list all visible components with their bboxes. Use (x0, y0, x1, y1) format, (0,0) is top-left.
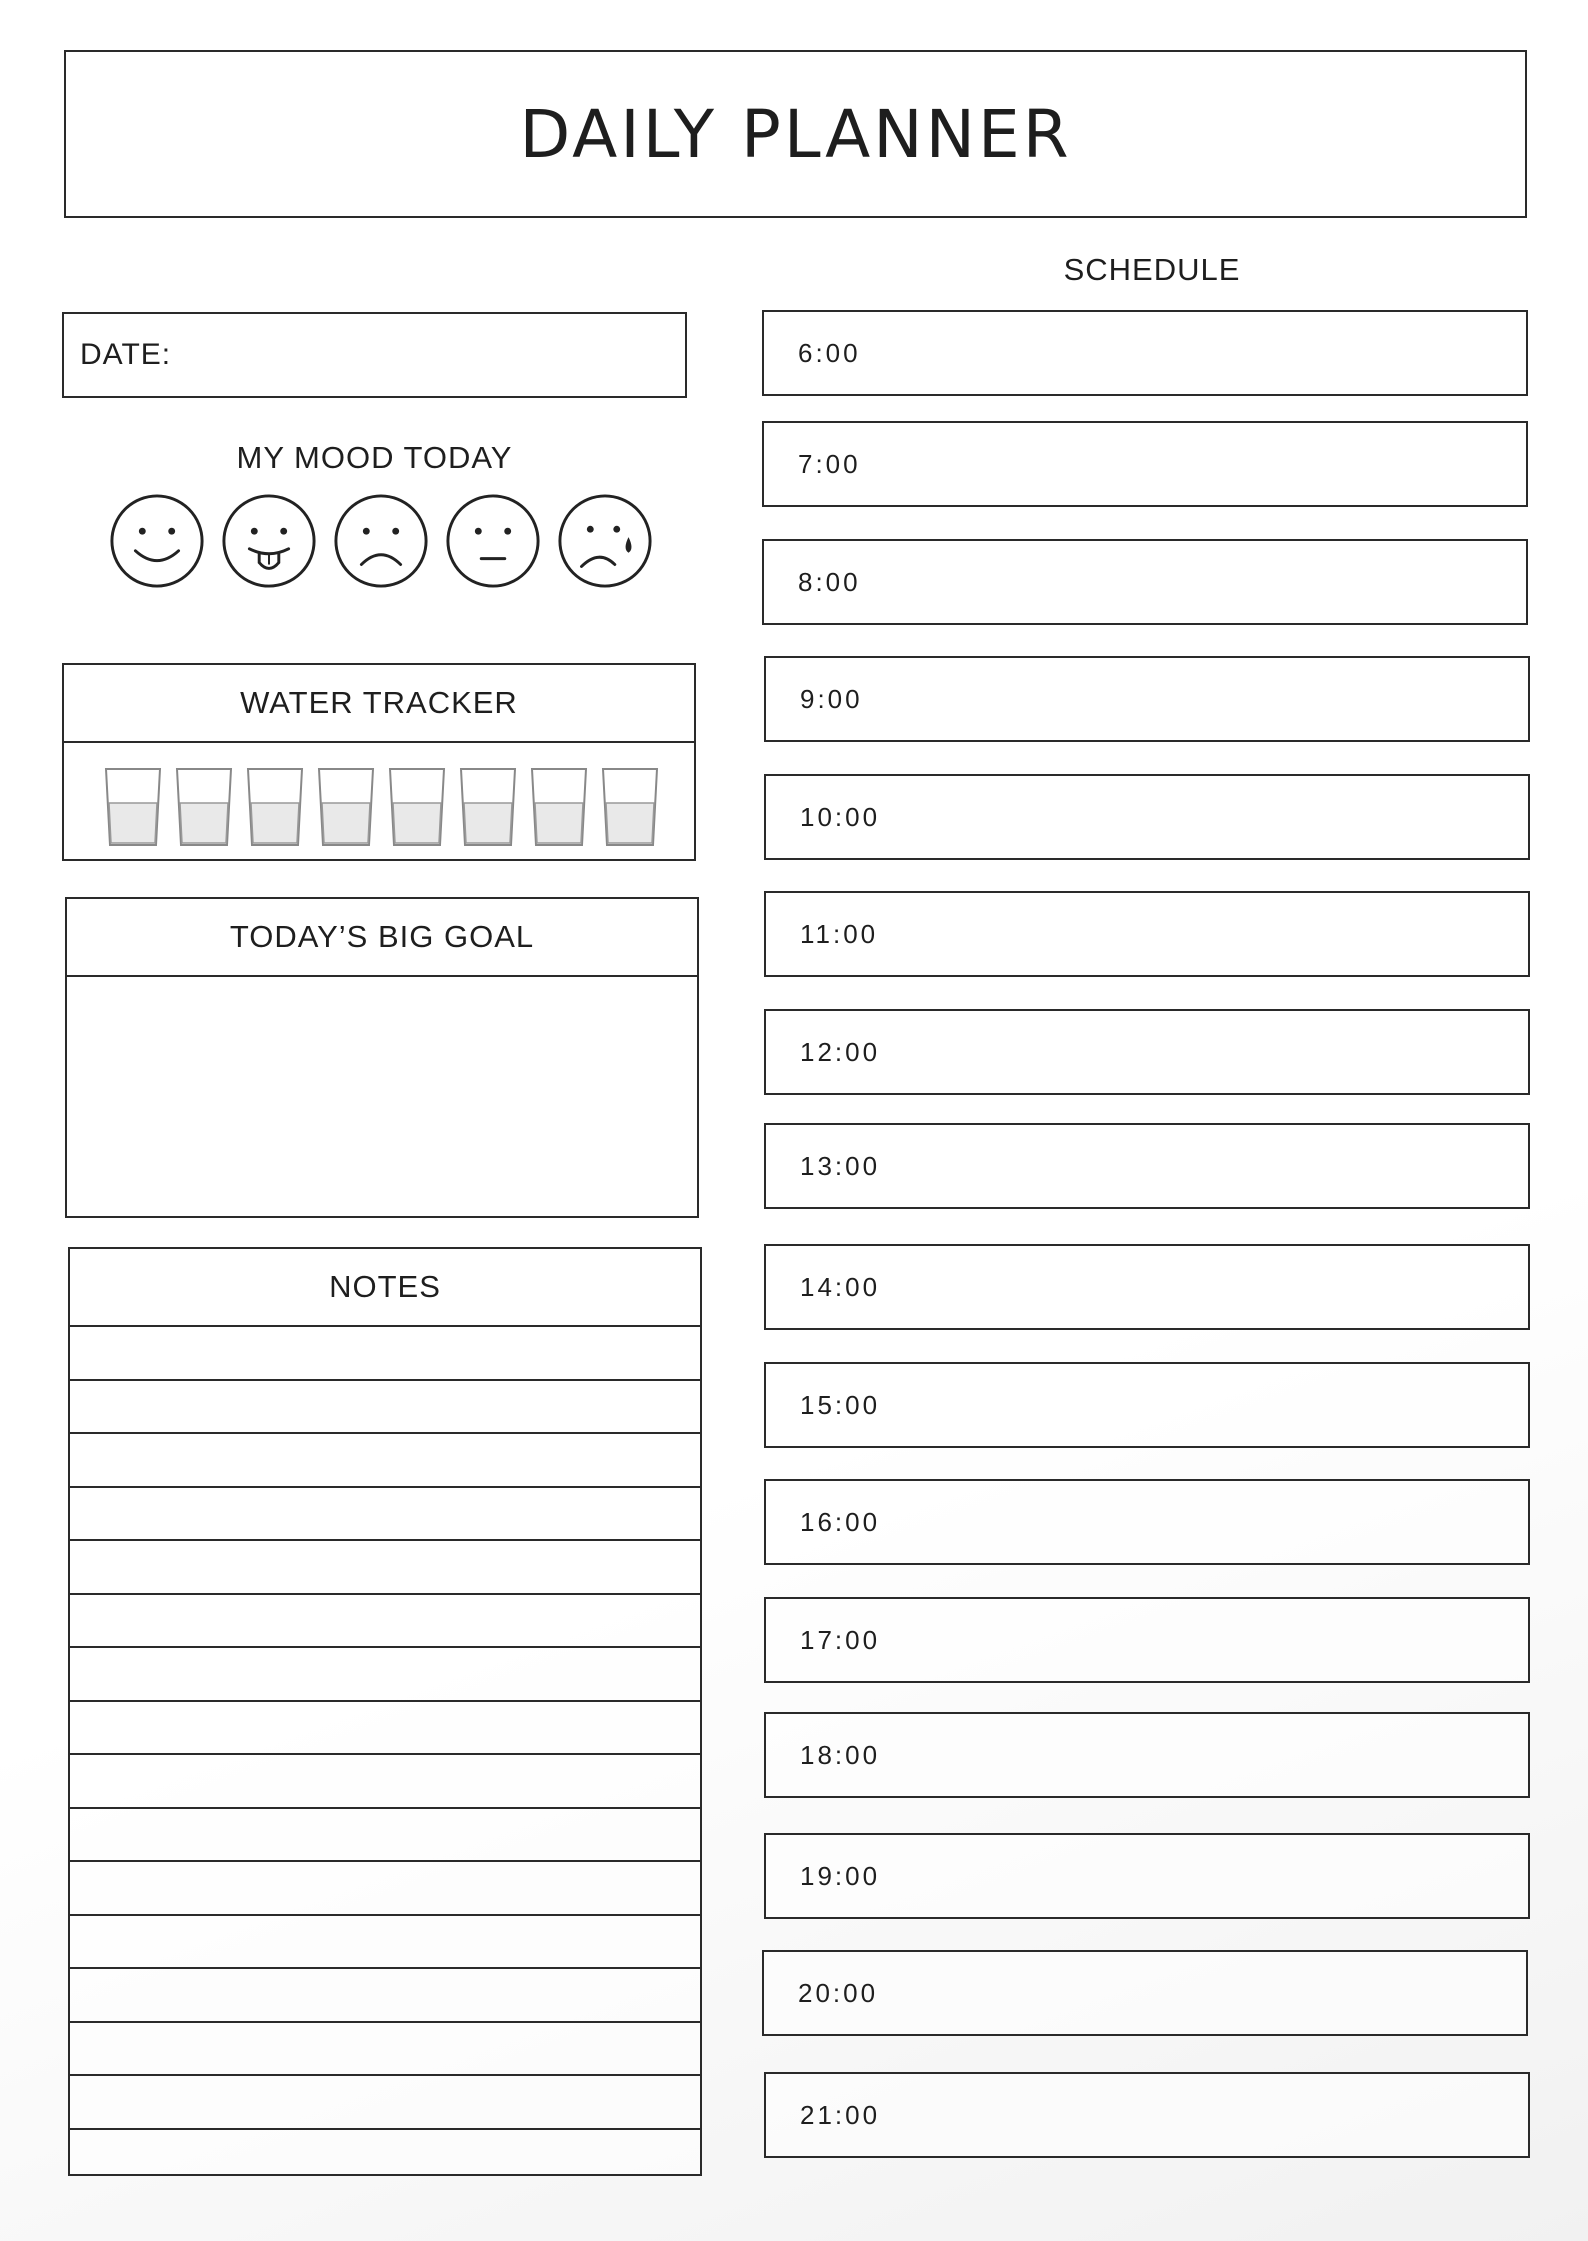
schedule-slot-15[interactable] (764, 1362, 1530, 1448)
schedule-slot-6[interactable] (762, 310, 1528, 396)
schedule-slot-12[interactable] (764, 1009, 1530, 1095)
water-glass-icon[interactable] (175, 767, 233, 847)
water-glass-icon[interactable] (104, 767, 162, 847)
note-line[interactable] (70, 1648, 700, 1702)
note-line[interactable] (70, 1595, 700, 1649)
slot-time: 14:00 (800, 1271, 881, 1302)
slot-time: 19:00 (800, 1860, 881, 1891)
schedule-slot-18[interactable] (764, 1712, 1530, 1798)
note-line[interactable] (70, 1327, 700, 1381)
date-label: DATE: (80, 338, 172, 371)
note-line[interactable] (70, 1434, 700, 1488)
slot-time: 16:00 (800, 1506, 881, 1537)
water-glass-icon[interactable] (601, 767, 659, 847)
slot-time: 8:00 (798, 566, 861, 597)
water-glass-icon[interactable] (388, 767, 446, 847)
big-goal-heading: TODAY’S BIG GOAL (67, 899, 697, 977)
water-glass-icon[interactable] (459, 767, 517, 847)
mood-heading: MY MOOD TODAY (236, 440, 513, 475)
note-line[interactable] (70, 1916, 700, 1970)
schedule-slot-21[interactable] (764, 2072, 1530, 2158)
slot-time: 10:00 (800, 801, 881, 832)
water-tracker-heading: WATER TRACKER (64, 665, 694, 743)
schedule-heading: SCHEDULE (1063, 252, 1241, 287)
slot-time: 9:00 (800, 683, 863, 714)
big-goal-box (65, 897, 699, 1218)
tongue-out-face-icon[interactable] (220, 492, 318, 590)
slot-time: 11:00 (800, 918, 879, 949)
schedule-slot-9[interactable] (764, 656, 1530, 742)
note-line[interactable] (70, 1862, 700, 1916)
water-glass-icon[interactable] (530, 767, 588, 847)
note-line[interactable] (70, 1381, 700, 1435)
slot-time: 7:00 (798, 448, 861, 479)
note-line[interactable] (70, 1702, 700, 1756)
note-line[interactable] (70, 2130, 700, 2184)
schedule-slot-8[interactable] (762, 539, 1528, 625)
big-goal-area[interactable] (67, 977, 697, 1218)
water-tracker (62, 663, 696, 861)
note-line[interactable] (70, 1541, 700, 1595)
date-field[interactable] (62, 312, 687, 398)
note-line[interactable] (70, 1969, 700, 2023)
slot-time: 18:00 (800, 1739, 881, 1770)
note-line[interactable] (70, 1809, 700, 1863)
water-glass-icon[interactable] (246, 767, 304, 847)
schedule-slot-19[interactable] (764, 1833, 1530, 1919)
water-glass-icon[interactable] (317, 767, 375, 847)
water-glasses (64, 743, 694, 847)
note-line[interactable] (70, 2076, 700, 2130)
note-line[interactable] (70, 1488, 700, 1542)
slot-time: 15:00 (800, 1389, 881, 1420)
neutral-face-icon[interactable] (444, 492, 542, 590)
title-box (64, 50, 1527, 218)
schedule-slot-10[interactable] (764, 774, 1530, 860)
slot-time: 17:00 (800, 1624, 881, 1655)
slot-time: 13:00 (800, 1150, 881, 1181)
notes-heading: NOTES (70, 1249, 700, 1327)
schedule-slot-11[interactable] (764, 891, 1530, 977)
schedule-slot-17[interactable] (764, 1597, 1530, 1683)
schedule-slot-20[interactable] (762, 1950, 1528, 2036)
schedule-slot-7[interactable] (762, 421, 1528, 507)
slot-time: 12:00 (800, 1036, 881, 1067)
note-line[interactable] (70, 1755, 700, 1809)
page-title: DAILY PLANNER (519, 95, 1072, 173)
sad-face-icon[interactable] (332, 492, 430, 590)
slot-time: 20:00 (798, 1977, 879, 2008)
schedule-slot-13[interactable] (764, 1123, 1530, 1209)
smile-face-icon[interactable] (108, 492, 206, 590)
note-line[interactable] (70, 2023, 700, 2077)
slot-time: 6:00 (798, 337, 861, 368)
schedule-slot-14[interactable] (764, 1244, 1530, 1330)
mood-faces (108, 492, 654, 590)
notes-box (68, 1247, 702, 2176)
slot-time: 21:00 (800, 2099, 881, 2130)
crying-face-icon[interactable] (556, 492, 654, 590)
schedule-slot-16[interactable] (764, 1479, 1530, 1565)
